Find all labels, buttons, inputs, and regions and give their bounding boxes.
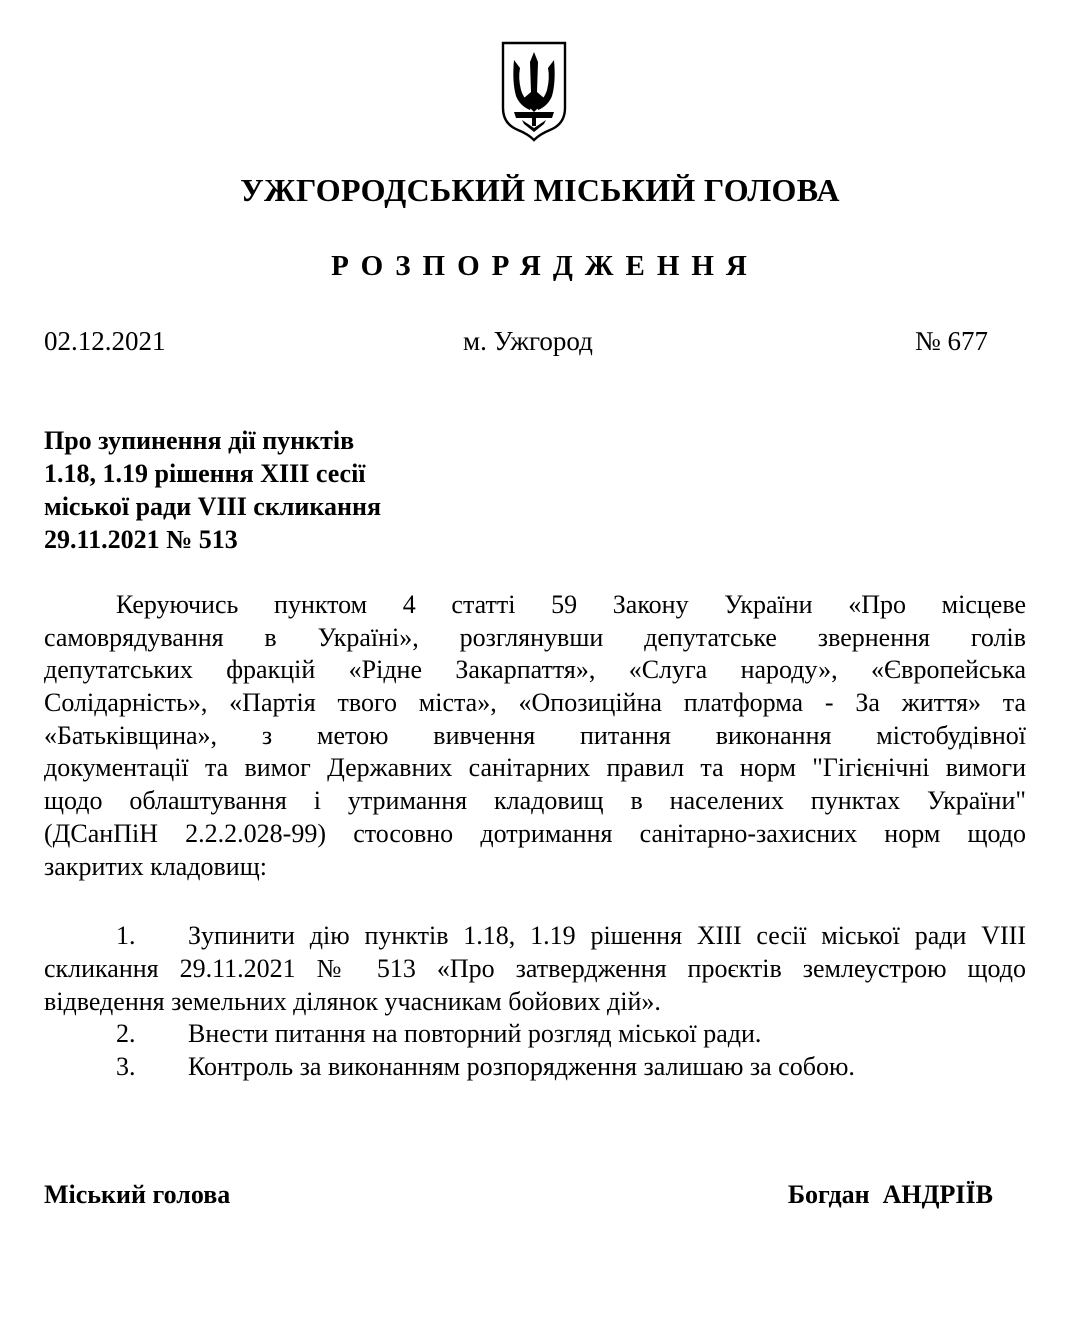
preamble-line: (ДСанПіН 2.2.2.028-99) стосовно дотримання санітарно-захисних норм щодо xyxy=(44,818,1026,848)
subject-line: міської ради VIII скликання xyxy=(44,492,382,521)
decision-item-number: 1. xyxy=(116,921,136,950)
subject-line: 1.18, 1.19 рішення XIII сесії xyxy=(44,459,366,488)
decision-item-continuation: скликання 29.11.2021 № 513 «Про затвердження проєктів землеустрою щодо xyxy=(44,954,1026,983)
document-type-heading: РОЗПОРЯДЖЕННЯ xyxy=(331,250,759,282)
preamble-line: Солідарність», «Партія твого міста», «Опозиційна платформа - За життя» та xyxy=(44,688,1026,718)
preamble-line: самоврядування в Україні», розглянувши депутатське звернення голів xyxy=(44,622,1026,652)
decision-item xyxy=(44,919,1026,952)
decision-item-text: Контроль за виконанням розпорядження залишаю за собою. xyxy=(188,1052,855,1082)
council-title: УЖГОРОДСЬКИЙ МІСЬКИЙ ГОЛОВА xyxy=(240,172,840,208)
decision-item-continuation: відведення земельних ділянок учасникам бойових дій». xyxy=(44,986,661,1016)
document-number: № 677 xyxy=(914,326,988,356)
subject-line: 29.11.2021 № 513 xyxy=(44,525,238,554)
preamble-line: Керуючись пунктом 4 статті 59 Закону України «Про місцеве xyxy=(116,590,1026,619)
decision-item-number: 3. xyxy=(116,1052,136,1082)
preamble-line: закритих кладовищ: xyxy=(44,851,267,881)
decision-item xyxy=(44,1017,1026,1050)
preamble-line: депутатських фракцій «Рідне Закарпаття», «Слуга народу», «Європейська xyxy=(44,655,1026,685)
decision-item-number: 2. xyxy=(116,1019,136,1049)
document-meta-row xyxy=(44,326,988,360)
decision-item xyxy=(44,1050,1026,1083)
decision-item-text: Внести питання на повторний розгляд міської ради. xyxy=(188,1019,762,1049)
preamble-line: документації та вимог Державних санітарних правил та норм "Гігієнічні вимоги xyxy=(44,753,1026,783)
decision-list xyxy=(44,919,1026,1083)
preamble-line: «Батьківщина», з метою вивчення питання виконання містобудівної xyxy=(44,720,1026,750)
document-city: м. Ужгород xyxy=(463,326,593,356)
subject-line: Про зупинення дії пунктів xyxy=(44,426,355,455)
preamble-paragraph xyxy=(44,589,1026,883)
document-subject xyxy=(44,424,381,556)
document-date: 02.12.2021 xyxy=(44,326,166,356)
signatory-position: Міський голова xyxy=(44,1180,231,1209)
signatory-name: Богдан АНДРІЇВ xyxy=(787,1180,993,1209)
decision-item-text: Зупинити дію пунктів 1.18, 1.19 рішення XIII сесії міської ради VIII xyxy=(188,921,1026,950)
tryzub-coat-of-arms-icon xyxy=(500,40,568,142)
preamble-line: щодо облаштування і утримання кладовищ в населених пунктах України" xyxy=(44,786,1026,816)
